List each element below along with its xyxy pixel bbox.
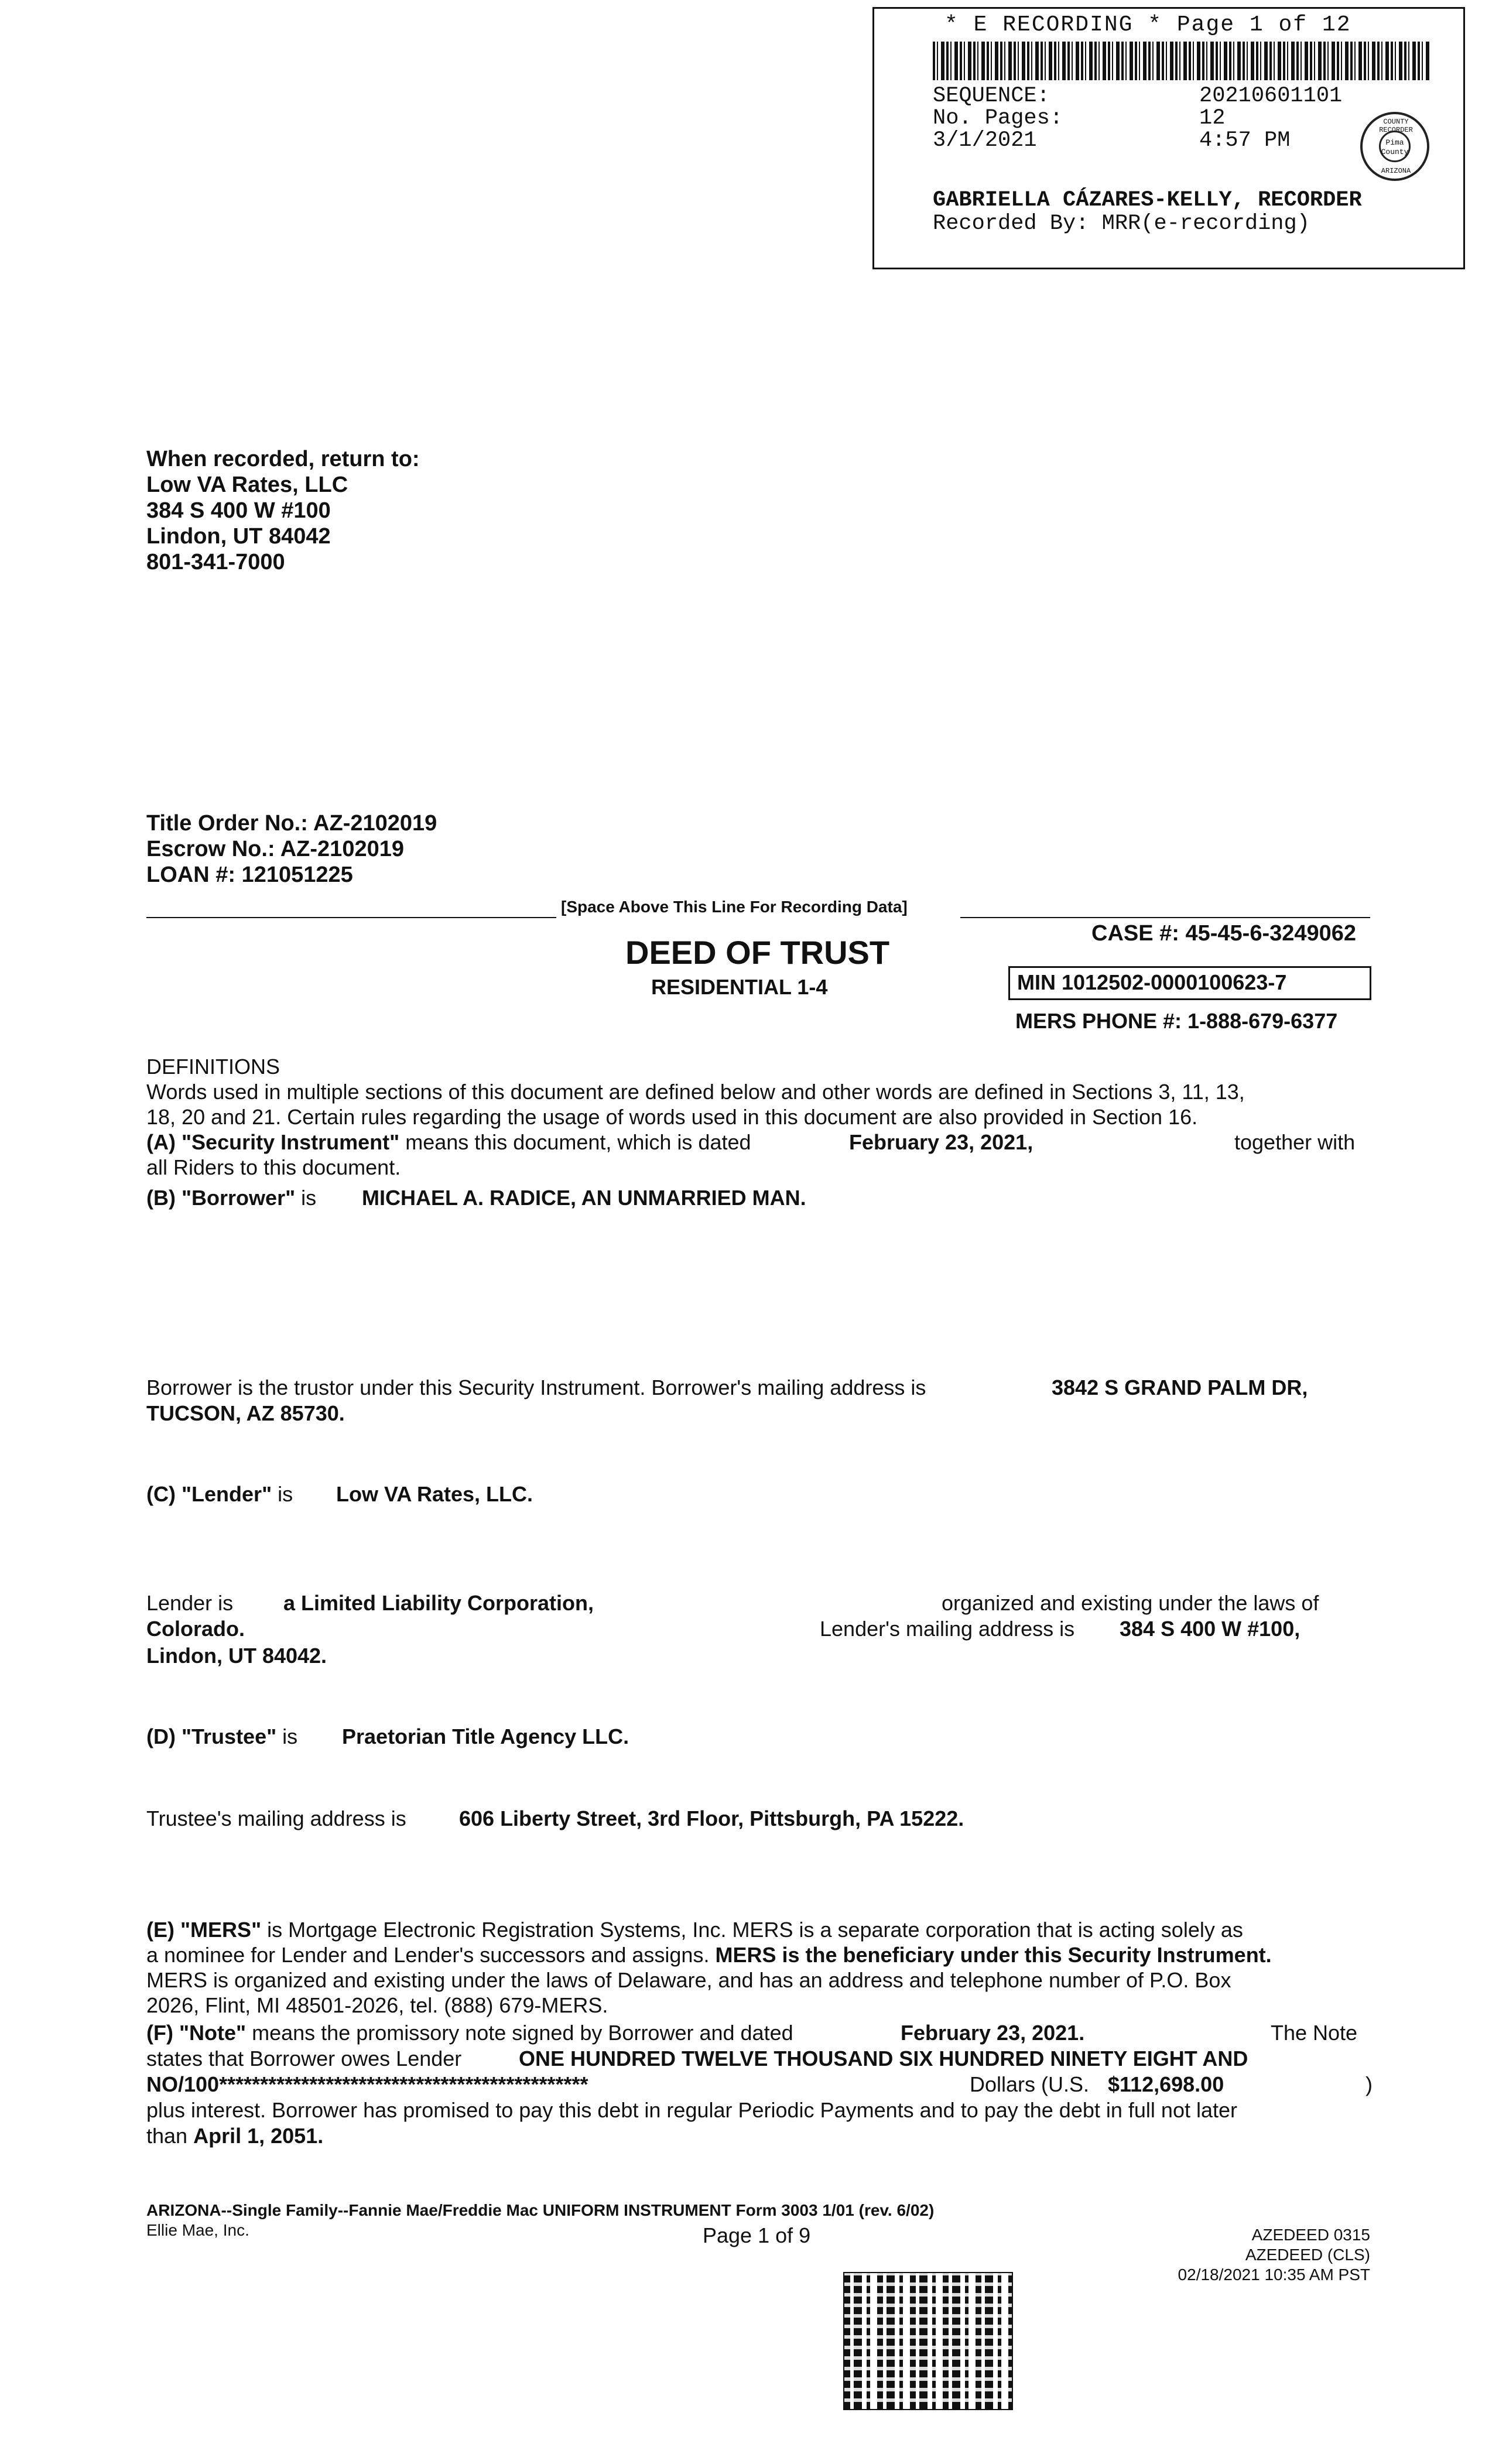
sequence-value: 20210601101 (1199, 84, 1343, 108)
pages-value: 12 (1199, 106, 1226, 131)
definition-d (146, 1724, 297, 1749)
footer-timestamp: 02/18/2021 10:35 AM PST (1178, 2265, 1370, 2284)
return-to-heading: When recorded, return to: (146, 447, 420, 471)
definition-b (146, 1185, 316, 1210)
space-above-label: [Space Above This Line For Recording Data] (561, 898, 908, 916)
divider-right (960, 917, 1370, 918)
return-to-line: 801-341-7000 (146, 550, 285, 574)
lender-is: Lender is (146, 1591, 234, 1615)
definitions-heading: DEFINITIONS (146, 1055, 280, 1079)
trustee-address: 606 Liberty Street, 3rd Floor, Pittsburgh, PA 15222. (459, 1806, 964, 1830)
mers-phone: MERS PHONE #: 1-888-679-6377 (1015, 1009, 1338, 1033)
note-date: February 23, 2021. (901, 2021, 1085, 2045)
borrower-address-2: TUCSON, AZ 85730. (146, 1401, 345, 1425)
footer-codes (1218, 2225, 1370, 2265)
definition-f-line2: states that Borrower owes Lender (146, 2047, 462, 2071)
definition-f-line5 (146, 2123, 323, 2148)
page-number: Page 1 of 9 (703, 2223, 811, 2247)
record-date: 3/1/2021 (933, 128, 1037, 153)
lender-address: 384 S 400 W #100, (1120, 1617, 1300, 1641)
barcode-icon (933, 42, 1430, 80)
lender-address-label: Lender's mailing address is (820, 1617, 1075, 1641)
title-order-no: Title Order No.: AZ-2102019 (146, 811, 437, 836)
trustee-address-label: Trustee's mailing address is (146, 1806, 406, 1830)
escrow-no: Escrow No.: AZ-2102019 (146, 837, 404, 861)
document-subtitle: RESIDENTIAL 1-4 (651, 975, 828, 999)
pages-label: No. Pages: (933, 106, 1063, 131)
return-to-line: 384 S 400 W #100 (146, 498, 331, 523)
note-amount-words: ONE HUNDRED TWELVE THOUSAND SIX HUNDRED NINETY EIGHT AND (519, 2047, 1248, 2071)
loan-no: LOAN #: 121051225 (146, 863, 353, 887)
definition-a-line2: all Riders to this document. (146, 1155, 401, 1179)
definition-f-label: (F) "Note" (146, 2021, 247, 2045)
definition-f-line4: plus interest. Borrower has promised to pay this debt in regular Periodic Payments and to pay the debt in full not later (146, 2098, 1237, 2122)
form-description: ARIZONA--Single Family--Fannie Mae/Freddie Mac UNIFORM INSTRUMENT Form 3003 1/01 (rev. 6/02) (146, 2201, 935, 2219)
definition-d-label: (D) "Trustee" (146, 1724, 277, 1748)
seal-top-text: COUNTY RECORDER (1379, 118, 1413, 134)
min-number: MIN 1012502-0000100623-7 (1008, 966, 1371, 1000)
borrower-address-1: 3842 S GRAND PALM DR, (1052, 1375, 1308, 1399)
borrower-name: MICHAEL A. RADICE, AN UNMARRIED MAN. (362, 1186, 806, 1210)
definition-e-line1 (146, 1917, 1243, 1942)
county-seal-icon (1360, 112, 1429, 181)
definition-c (146, 1481, 293, 1507)
definition-a-label: (A) "Security Instrument" (146, 1130, 400, 1154)
document-title: DEED OF TRUST (625, 934, 890, 971)
definitions-intro-1: Words used in multiple sections of this document are defined below and other words are defined in Sections 3, 11, 13, (146, 1080, 1245, 1104)
dollars-label: Dollars (U.S. (970, 2072, 1090, 2096)
definition-a (146, 1130, 751, 1155)
qr-code-icon (843, 2272, 1013, 2410)
definition-e-line3: MERS is organized and existing under the laws of Delaware, and has an address and telephone number of P.O. Box (146, 1968, 1231, 1992)
case-number: CASE #: 45-45-6-3249062 (1091, 921, 1357, 946)
maturity-date: April 1, 2051. (193, 2124, 324, 2148)
form-code-2: AZEDEED (CLS) (1245, 2246, 1370, 2264)
lender-state: Colorado. (146, 1617, 245, 1641)
definition-c-label: (C) "Lender" (146, 1482, 272, 1506)
definition-a-text: means this document, which is dated (399, 1130, 751, 1154)
definition-c-is: is (272, 1482, 293, 1506)
definition-e-beneficiary: MERS is the beneficiary under this Security Instrument. (709, 1943, 1272, 1967)
definition-e-line4: 2026, Flint, MI 48501-2026, tel. (888) 679-MERS. (146, 1993, 608, 2017)
vendor-name: Ellie Mae, Inc. (146, 2221, 249, 2239)
note-amount-words-2: NO/100********************************************* (146, 2072, 588, 2096)
seal-center-text: Pima County (1379, 131, 1411, 162)
definition-e-line2 (146, 1942, 1272, 1967)
definitions-intro-2: 18, 20 and 21. Certain rules regarding the usage of words used in this document are also provided in Section 16. (146, 1105, 1198, 1129)
recording-stamp (872, 7, 1465, 269)
return-to-block (146, 446, 420, 575)
recorder-name: GABRIELLA CÁZARES-KELLY, RECORDER (933, 188, 1362, 213)
reference-block (146, 810, 437, 888)
security-instrument-date: February 23, 2021, (849, 1130, 1033, 1154)
definition-f (146, 2020, 793, 2045)
form-code-1: AZEDEED 0315 (1251, 2226, 1370, 2244)
return-to-line: Lindon, UT 84042 (146, 524, 331, 549)
than-text: than (146, 2124, 188, 2148)
closing-paren: ) (1365, 2072, 1373, 2096)
definition-e-label: (E) "MERS" (146, 1918, 262, 1942)
definition-e-text: is Mortgage Electronic Registration Systems, Inc. MERS is a separate corporation that is acting solely as (261, 1918, 1243, 1942)
borrower-trustor-text: Borrower is the trustor under this Security Instrument. Borrower's mailing address is (146, 1375, 926, 1399)
return-to-line: Low VA Rates, LLC (146, 473, 348, 497)
definition-d-is: is (276, 1724, 298, 1748)
divider-left (146, 917, 556, 918)
lender-city: Lindon, UT 84042. (146, 1644, 327, 1668)
definition-e-nominee: a nominee for Lender and Lender's successors and assigns. (146, 1943, 710, 1967)
trustee-name: Praetorian Title Agency LLC. (342, 1724, 629, 1748)
definition-b-is: is (295, 1186, 317, 1210)
sequence-label: SEQUENCE: (933, 84, 1050, 108)
recorded-by: Recorded By: MRR(e-recording) (933, 211, 1310, 236)
definition-b-label: (B) "Borrower" (146, 1186, 296, 1210)
lender-type: a Limited Liability Corporation, (283, 1591, 594, 1615)
seal-bottom-text: ARIZONA (1381, 167, 1411, 175)
record-time: 4:57 PM (1199, 128, 1291, 153)
lender-organized-text: organized and existing under the laws of (942, 1591, 1319, 1615)
stamp-header: * E RECORDING * Page 1 of 12 (944, 12, 1351, 37)
definition-f-tail: The Note (1271, 2021, 1358, 2045)
lender-name: Low VA Rates, LLC. (336, 1482, 533, 1506)
note-amount: $112,698.00 (1108, 2072, 1224, 2096)
definition-a-tail: together with (1234, 1130, 1356, 1154)
definition-f-text: means the promissory note signed by Borrower and dated (246, 2021, 793, 2045)
